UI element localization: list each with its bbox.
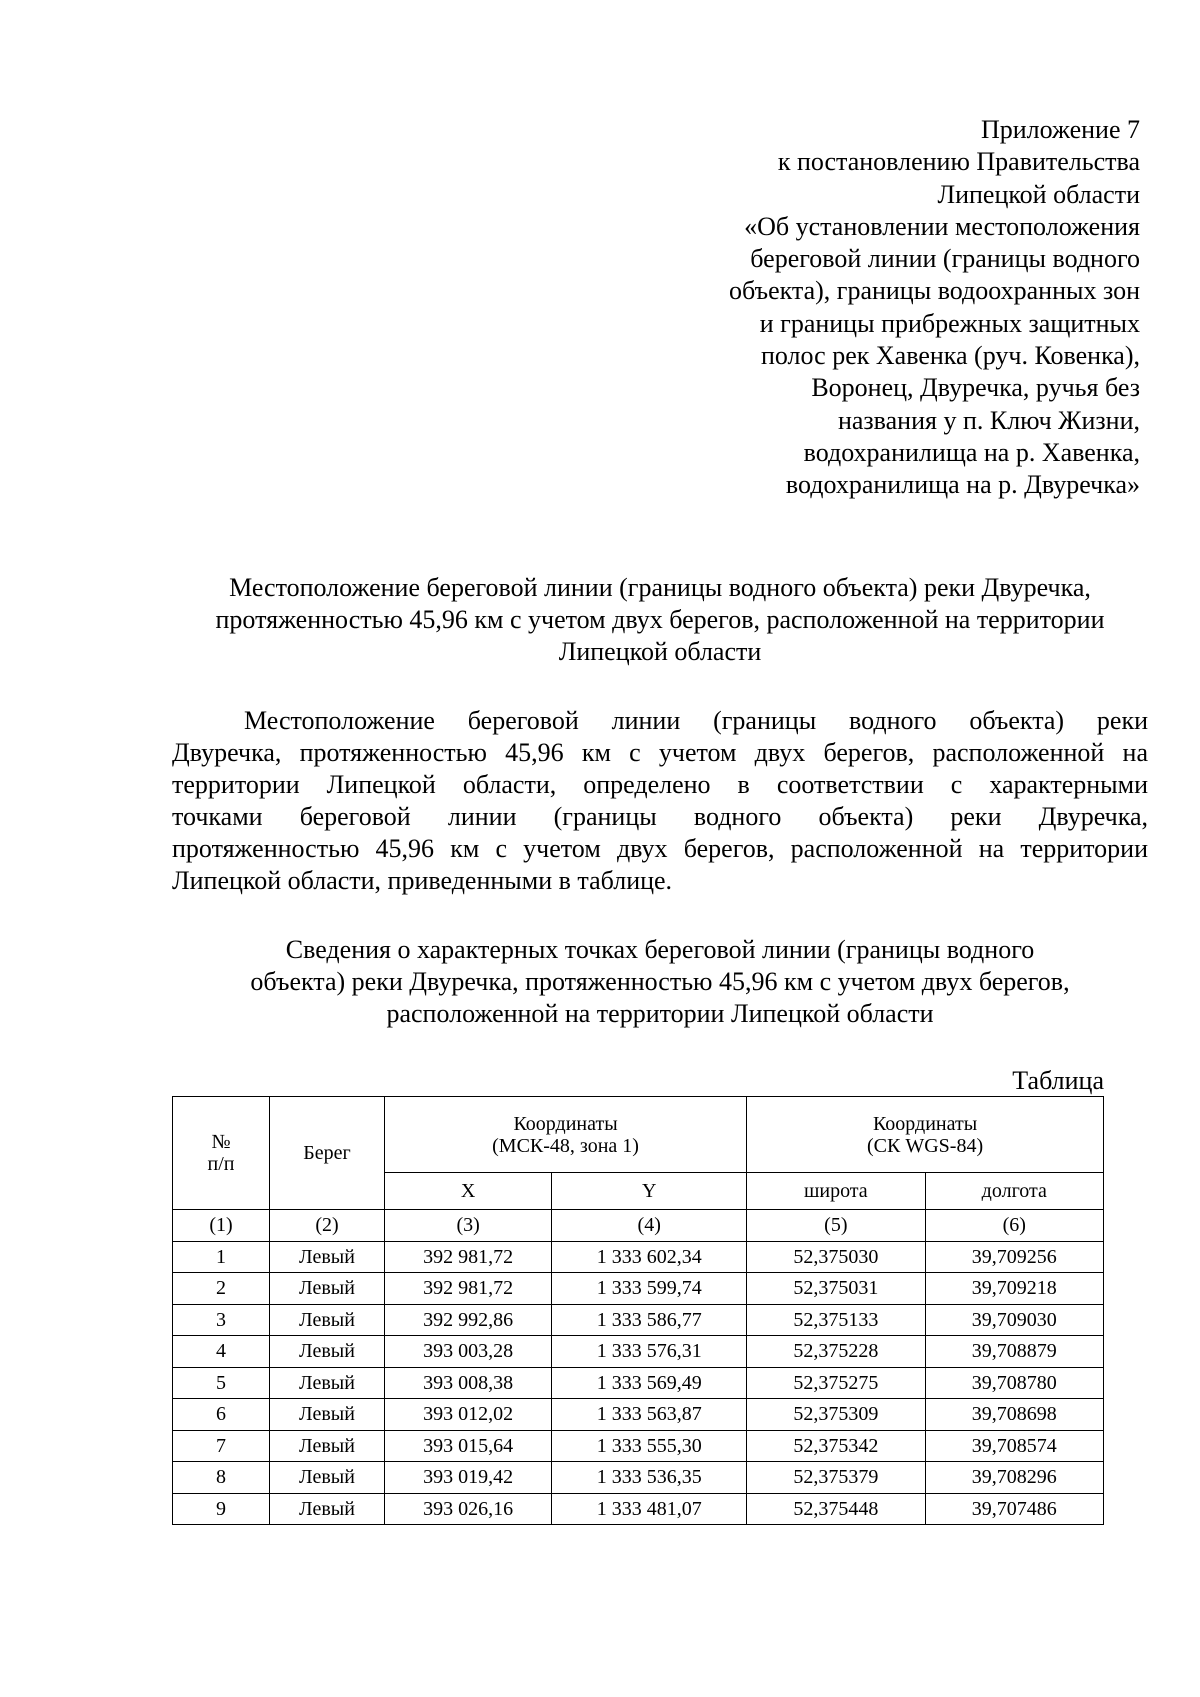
cell-latitude: 52,375309: [747, 1399, 925, 1431]
header-number-abbr: п/п: [207, 1153, 235, 1175]
cell-longitude: 39,709256: [925, 1241, 1103, 1273]
appendix-line: и границы прибрежных защитных: [759, 308, 1140, 338]
appendix-line: к постановлению Правительства: [777, 147, 1140, 177]
title-line: Местоположение береговой линии (границы водного объекта) реки Двуречка,: [229, 573, 1091, 602]
caption-line: расположенной на территории Липецкой области: [386, 999, 934, 1028]
appendix-line: водохранилища на р. Хавенка,: [803, 437, 1140, 467]
cell-latitude: 52,375228: [747, 1336, 925, 1368]
cell-latitude: 52,375030: [747, 1241, 925, 1273]
cell-latitude: 52,375133: [747, 1304, 925, 1336]
header-msk-title: Координаты: [513, 1112, 618, 1135]
cell-bank: Левый: [270, 1399, 385, 1431]
cell-number: 6: [173, 1399, 270, 1431]
cell-x: 392 981,72: [385, 1241, 552, 1273]
header-bank: Берег: [270, 1097, 385, 1210]
cell-number: 2: [173, 1273, 270, 1305]
column-index: (1): [173, 1210, 270, 1242]
paragraph-line: Местоположение береговой линии (границы водного объекта) реки: [244, 706, 1148, 735]
cell-y: 1 333 576,31: [552, 1336, 747, 1368]
cell-longitude: 39,709218: [925, 1273, 1103, 1305]
cell-x: 393 019,42: [385, 1462, 552, 1494]
cell-number: 5: [173, 1367, 270, 1399]
table-caption: [172, 934, 1148, 1030]
document-title: [170, 572, 1150, 668]
paragraph-line: точками береговой линии (границы водного объекта) реки Двуречка,: [172, 802, 1148, 831]
cell-bank: Левый: [270, 1430, 385, 1462]
cell-number: 1: [173, 1241, 270, 1273]
table-row: [173, 1304, 1104, 1336]
appendix-line: Приложение 7: [980, 115, 1140, 144]
cell-bank: Левый: [270, 1273, 385, 1305]
cell-y: 1 333 586,77: [552, 1304, 747, 1336]
paragraph-line: протяженностью 45,96 км с учетом двух берегов, расположенной на территории: [172, 834, 1148, 863]
cell-y: 1 333 555,30: [552, 1430, 747, 1462]
column-index-row: [173, 1210, 1104, 1242]
appendix-line: Воронец, Двуречка, ручья без: [811, 373, 1140, 403]
cell-longitude: 39,708574: [925, 1430, 1103, 1462]
table-row: [173, 1430, 1104, 1462]
header-x: X: [385, 1173, 552, 1210]
title-line: протяженностью 45,96 км с учетом двух берегов, расположенной на территории: [215, 605, 1105, 634]
cell-longitude: 39,708296: [925, 1462, 1103, 1494]
column-index: (6): [925, 1210, 1103, 1242]
table-row: [173, 1493, 1104, 1525]
cell-number: 9: [173, 1493, 270, 1525]
cell-x: 393 015,64: [385, 1430, 552, 1462]
cell-x: 393 026,16: [385, 1493, 552, 1525]
table-row: [173, 1367, 1104, 1399]
header-wgs-title: Координаты: [872, 1112, 978, 1135]
paragraph-line: Двуречка, протяженностью 45,96 км с учетом двух берегов, расположенной на: [172, 738, 1148, 767]
cell-bank: Левый: [270, 1367, 385, 1399]
cell-x: 393 003,28: [385, 1336, 552, 1368]
cell-bank: Левый: [270, 1493, 385, 1525]
header-number-symbol: №: [211, 1131, 231, 1153]
table-row: [173, 1273, 1104, 1305]
body-paragraph: [172, 705, 1148, 897]
cell-number: 3: [173, 1304, 270, 1336]
appendix-line: береговой линии (границы водного: [750, 244, 1140, 274]
cell-y: 1 333 481,07: [552, 1493, 747, 1525]
cell-bank: Левый: [270, 1304, 385, 1336]
table-row: [173, 1241, 1104, 1273]
cell-x: 393 012,02: [385, 1399, 552, 1431]
table-header-row: [173, 1097, 1104, 1173]
cell-x: 392 992,86: [385, 1304, 552, 1336]
appendix-line: водохранилища на р. Двуречка»: [785, 470, 1140, 500]
paragraph-line: территории Липецкой области, определено в соответствии с характерными: [172, 770, 1148, 799]
cell-bank: Левый: [270, 1336, 385, 1368]
appendix-line: названия у п. Ключ Жизни,: [837, 405, 1140, 435]
column-index: (3): [385, 1210, 552, 1242]
cell-bank: Левый: [270, 1462, 385, 1494]
header-wgs-coordinates: [747, 1097, 1104, 1173]
cell-bank: Левый: [270, 1241, 385, 1273]
paragraph-line: Липецкой области, приведенными в таблице.: [172, 866, 673, 895]
header-longitude: долгота: [925, 1173, 1103, 1210]
appendix-line: Липецкой области: [937, 179, 1140, 209]
cell-latitude: 52,375275: [747, 1367, 925, 1399]
cell-longitude: 39,708879: [925, 1336, 1103, 1368]
coordinates-table: [172, 1096, 1104, 1525]
cell-latitude: 52,375379: [747, 1462, 925, 1494]
cell-longitude: 39,708698: [925, 1399, 1103, 1431]
cell-longitude: 39,708780: [925, 1367, 1103, 1399]
caption-line: Сведения о характерных точках береговой линии (границы водного: [285, 935, 1035, 964]
column-index: (2): [270, 1210, 385, 1242]
header-msk-system: (МСК-48, зона 1): [492, 1134, 639, 1157]
table-row: [173, 1336, 1104, 1368]
cell-y: 1 333 602,34: [552, 1241, 747, 1273]
cell-number: 4: [173, 1336, 270, 1368]
appendix-line: объекта), границы водоохранных зон: [729, 276, 1140, 306]
appendix-header: [560, 114, 1140, 502]
header-y: Y: [552, 1173, 747, 1210]
appendix-line: полос рек Хавенка (руч. Ковенка),: [760, 341, 1140, 371]
appendix-line: «Об установлении местоположения: [744, 211, 1140, 241]
cell-y: 1 333 569,49: [552, 1367, 747, 1399]
cell-longitude: 39,709030: [925, 1304, 1103, 1336]
cell-x: 392 981,72: [385, 1273, 552, 1305]
header-msk-coordinates: [385, 1097, 747, 1173]
header-wgs-system: (СК WGS-84): [867, 1134, 984, 1157]
column-index: (4): [552, 1210, 747, 1242]
cell-y: 1 333 536,35: [552, 1462, 747, 1494]
cell-number: 8: [173, 1462, 270, 1494]
table-label: Таблица: [1012, 1066, 1104, 1095]
cell-x: 393 008,38: [385, 1367, 552, 1399]
header-latitude: широта: [747, 1173, 925, 1210]
caption-line: объекта) реки Двуречка, протяженностью 45,96 км с учетом двух берегов,: [250, 967, 1070, 996]
cell-y: 1 333 599,74: [552, 1273, 747, 1305]
cell-y: 1 333 563,87: [552, 1399, 747, 1431]
cell-latitude: 52,375031: [747, 1273, 925, 1305]
cell-number: 7: [173, 1430, 270, 1462]
table-row: [173, 1462, 1104, 1494]
cell-latitude: 52,375342: [747, 1430, 925, 1462]
header-number: [173, 1097, 270, 1210]
column-index: (5): [747, 1210, 925, 1242]
cell-latitude: 52,375448: [747, 1493, 925, 1525]
cell-longitude: 39,707486: [925, 1493, 1103, 1525]
table-row: [173, 1399, 1104, 1431]
title-line: Липецкой области: [558, 637, 762, 666]
